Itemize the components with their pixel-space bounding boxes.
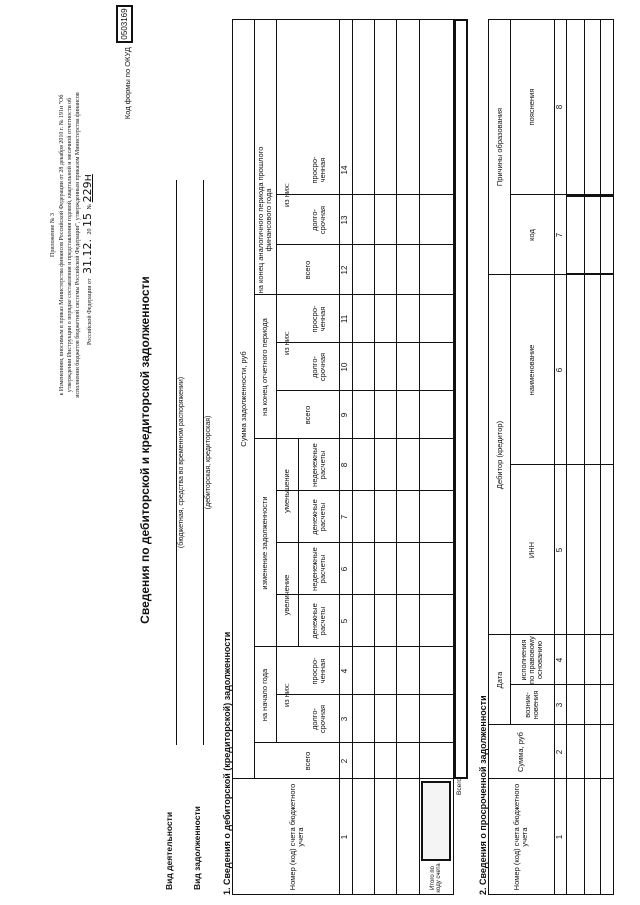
section2-reasons-header: Причины образования — [495, 107, 505, 187]
section2-col-account-header: Номер (код) счета бюджетного учета — [512, 783, 529, 891]
section2-explanation-header: пояснения — [527, 88, 537, 126]
appendix-order-number-sign: № — [87, 203, 93, 210]
debt-type-label: Вид задолженности — [192, 806, 202, 890]
section2-colnum-6: 6 — [555, 367, 564, 373]
section2-col-sum-header: Сумма, руб — [516, 732, 526, 772]
section2-colnum-2: 2 — [555, 749, 564, 755]
section1-end-of-which: из них: — [282, 331, 292, 355]
section1-colnum-2: 2 — [340, 758, 349, 764]
section1-start-year-header: на начало года — [260, 668, 270, 722]
section1-title: 1. Сведения о дебиторской (кредиторской) задолженности — [222, 631, 232, 895]
section1-end-period-header: на конец отчетного периода — [260, 318, 270, 416]
section1-colnum-4: 4 — [340, 668, 349, 674]
section1-start-of-which: из них: — [282, 683, 292, 707]
section2-colnum-7: 7 — [555, 232, 564, 238]
section2-date-execution-header: исполнения по правовому основанию — [519, 636, 544, 684]
section1-decrease-non-monetary: неденежные расчеты — [309, 443, 327, 487]
section1-colnum-1: 1 — [340, 834, 349, 840]
section1-increase-non-monetary: неденежные расчеты — [309, 547, 327, 591]
section1-prev-overdue: просро-ченная — [309, 156, 327, 184]
appendix-order-date: 31.12. — [81, 239, 94, 275]
appendix-line-3: исполнении бюджетов бюджетной системы Российской Федерации", утвержденным приказом Министерства финансов — [75, 92, 81, 398]
section1-colnum-3: 3 — [340, 716, 349, 722]
section1-colnum-8: 8 — [340, 462, 349, 468]
section2-name-header: наименование — [527, 344, 537, 396]
appendix-order-prefix: Российской Федерации от — [87, 278, 93, 345]
section1-col-account-header: Номер (код) счета бюджетного учета — [287, 783, 305, 891]
section1-increase-header: увеличение — [282, 574, 292, 616]
section2-code-column-frame — [566, 195, 614, 275]
section2-colnum-8: 8 — [555, 104, 564, 110]
section2-date-header: Дата — [495, 671, 505, 689]
section1-colnum-6: 6 — [340, 566, 349, 572]
section1-end-total-header: всего — [302, 405, 312, 425]
appendix-line-2: утверждении Инструкции о порядке составления и представления годовой, квартальной и месячной отчетности об — [67, 97, 73, 393]
form-code-value: 0503169 — [116, 5, 133, 43]
section1-table — [232, 19, 454, 895]
section2-table — [488, 19, 614, 895]
section1-increase-monetary: денежные расчеты — [309, 603, 327, 639]
appendix-order-number: 229н — [81, 174, 94, 203]
section2-date-origin-header: возник-новения — [523, 690, 540, 720]
section1-start-long-term: долго-срочная — [309, 704, 327, 734]
section2-code-header: код — [527, 229, 537, 241]
debt-type-hint: (дебиторская, кредиторская) — [205, 415, 212, 510]
section1-total-by-account-label: Итого по коду счета — [429, 863, 442, 893]
section1-colnum-7: 7 — [340, 514, 349, 520]
section1-colnum-10: 10 — [340, 362, 349, 372]
section2-inn-header: ИНН — [527, 541, 537, 559]
section2-colnum-4: 4 — [555, 657, 564, 663]
section2-colnum-5: 5 — [555, 547, 564, 553]
activity-underline — [176, 180, 177, 745]
section1-colnum-5: 5 — [340, 618, 349, 624]
appendix-order-year: 15 — [81, 213, 94, 228]
section1-colnum-14: 14 — [340, 165, 349, 175]
section1-start-overdue: просро-ченная — [309, 657, 327, 685]
section1-prev-total-header: всего — [302, 260, 312, 280]
section1-decrease-header: уменьшение — [282, 469, 292, 513]
section1-start-total-header: всего — [302, 751, 312, 771]
section1-end-long-term: долго-срочная — [309, 352, 327, 382]
activity-hint: (бюджетная, средства во временном распоряжении) — [178, 376, 185, 549]
section2-colnum-1: 1 — [555, 834, 564, 840]
debt-type-underline — [203, 180, 204, 745]
appendix-line-4 — [81, 25, 93, 345]
section1-prev-long-term: долго-срочная — [309, 205, 327, 235]
section1-prev-of-which: из них: — [282, 183, 292, 207]
section1-grand-total-label: Всего — [456, 777, 463, 795]
section1-end-overdue: просро-ченная — [309, 305, 327, 333]
page-title: Сведения по дебиторской и кредиторской задолженности — [138, 276, 152, 624]
section1-colnum-11: 11 — [340, 314, 349, 324]
activity-label: Вид деятельности — [164, 811, 174, 890]
section1-colnum-9: 9 — [340, 412, 349, 418]
form-code-label: Код формы по ОКУД — [123, 47, 132, 120]
section1-colnum-12: 12 — [340, 265, 349, 275]
section1-total-account-input[interactable] — [421, 781, 451, 861]
section2-colnum-3: 3 — [555, 702, 564, 708]
section1-amount-header: Сумма задолженности, руб — [239, 351, 249, 447]
section1-colnum-13: 13 — [340, 215, 349, 225]
section2-title: 2. Сведения о просроченной задолженности — [478, 695, 488, 895]
section1-decrease-monetary: денежные расчеты — [309, 499, 327, 535]
section1-prev-year-header: на конец аналогичного периода прошлого финансового года — [256, 146, 273, 294]
section1-change-header: изменение задолженности — [260, 496, 270, 590]
appendix-line-1: к Изменениям, вносимым в приказ Министерства финансов Российской Федерации от 28 декабря 2010 г. № 191н "Об — [59, 94, 65, 396]
appendix-number: Приложение № 3 — [50, 213, 56, 257]
section1-grand-total-row — [454, 19, 468, 779]
section2-debtor-header: Дебитор (кредитор) — [495, 420, 505, 490]
appendix-order-year-prefix: 20 — [87, 228, 93, 235]
